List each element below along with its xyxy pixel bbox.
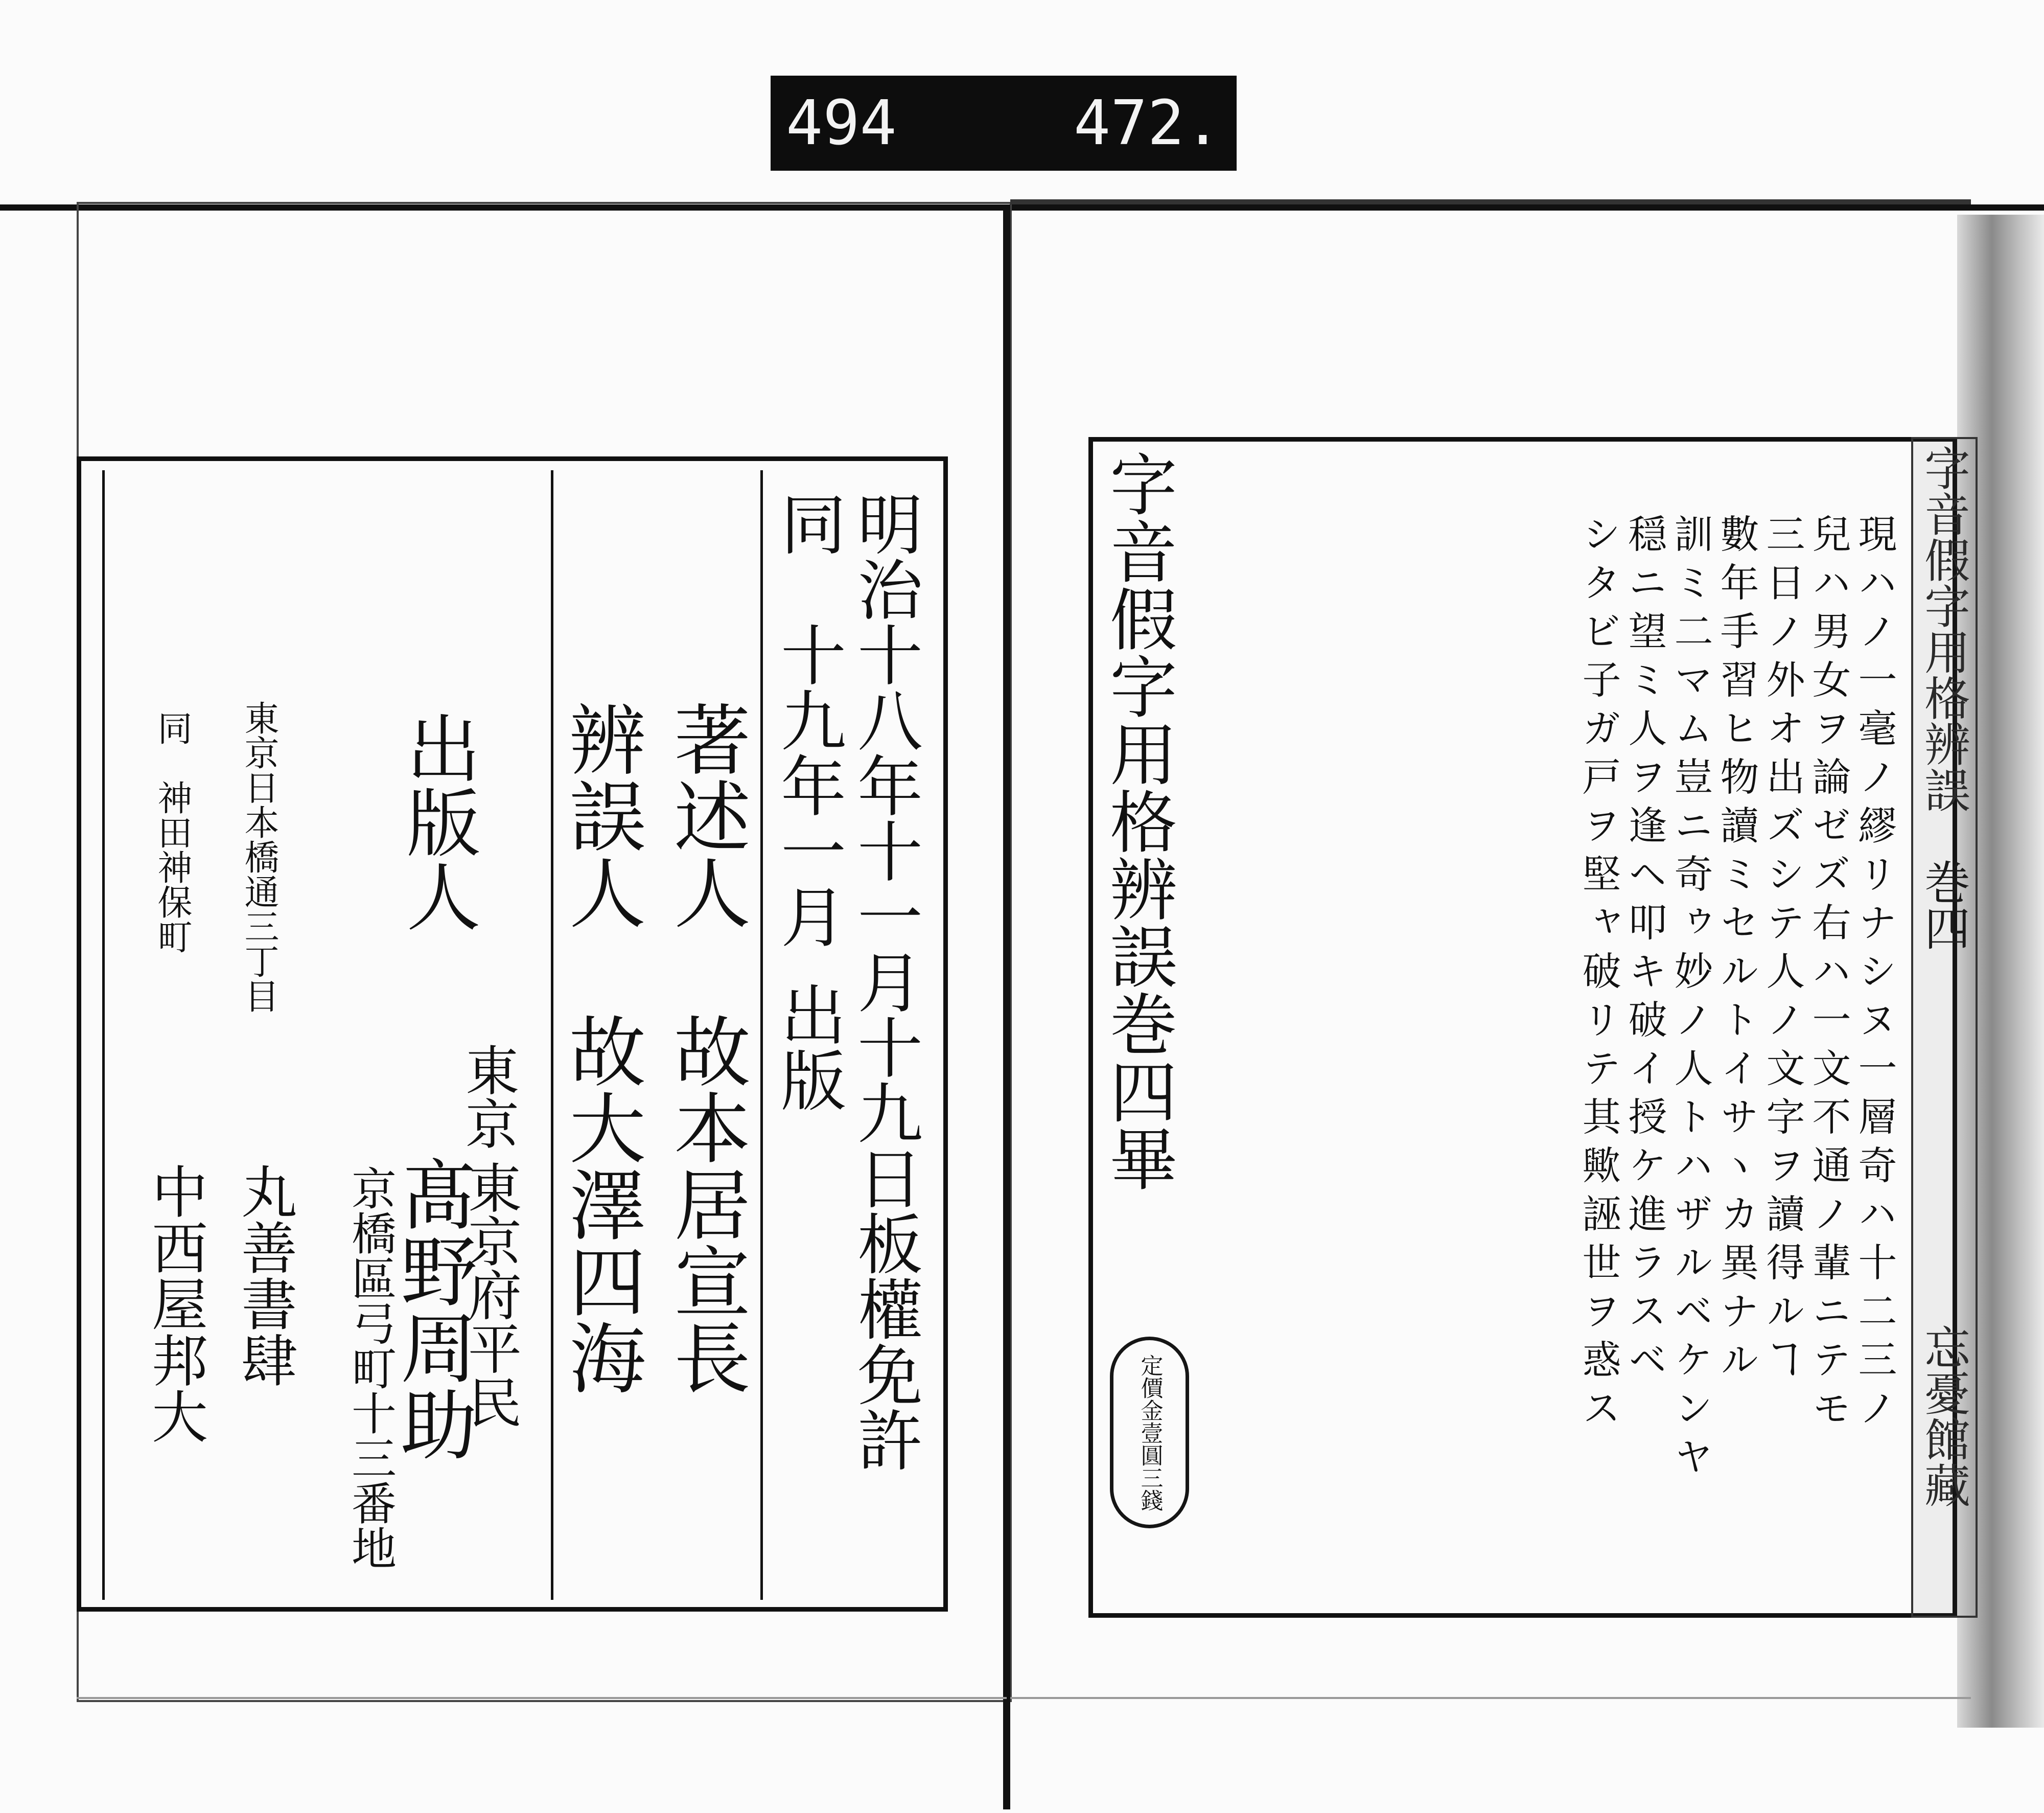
text-column-2: 兒ハ男女ヲ論ゼズ右ハ一文不通ノ輩ニテモ [1806, 514, 1851, 1436]
spine-owner: 忘憂館藏 [1916, 1324, 1970, 1508]
right-number: 472. [1074, 87, 1221, 159]
text-column-7: シタビ子ガ戸ヲ堅ャ破リテ其歟誣世ヲ惑ス [1576, 514, 1621, 1436]
colophon-divider-2 [760, 470, 763, 1600]
publisher-address: 京橋區弓町十三番地 [344, 1165, 397, 1570]
text-column-1: 現ハノ一毫ノ繆リナシヌ一層奇ハ十二三ノ [1852, 514, 1897, 1436]
seller2-address: 同 神田神保町 [152, 710, 192, 954]
accession-label [771, 76, 1237, 171]
publisher-region: 東京府平民 [459, 1160, 522, 1429]
spine-title: 字音假字用格辨誤 [1916, 445, 1970, 813]
license-line: 明治十八年十一月十九日板權免許 [846, 491, 922, 1472]
seller2-name: 中西屋邦大 [143, 1163, 208, 1444]
seller1-address: 東京日本橋通三丁目 [239, 700, 279, 1013]
text-column-3: 三日ノ外オ出ズシテ人ノ文字ヲ讀得ルヿ [1760, 514, 1805, 1388]
text-column-4: 數年手習ヒ物讀ミセルトイサヽカ異ナル [1714, 514, 1759, 1388]
publish-date-line: 同 十九年一月 [770, 491, 846, 949]
seller1-name: 丸善書肆 [232, 1163, 297, 1388]
spine-volume: 巻四 [1916, 859, 1970, 951]
center-gutter [1003, 204, 1010, 1809]
price-stamp [1110, 1337, 1189, 1528]
publish-label: 出版 [770, 981, 846, 1112]
colophon-divider-1 [551, 470, 553, 1600]
corrector-name: 故大澤四海 [556, 1012, 645, 1395]
left-number: 494 [786, 87, 897, 159]
right-page-top [1010, 199, 1971, 204]
book-title: 字音假字用格辨誤巻四畢 [1098, 450, 1177, 1192]
corrector-role: 辨誤人 [556, 700, 645, 930]
colophon-inner-left [102, 470, 105, 1600]
price-stamp-text: 定價金壹圓三錢 [1136, 1353, 1163, 1511]
seller-prefix: 東京 [457, 1043, 519, 1150]
author-name: 故本居宣長 [661, 1012, 750, 1395]
publisher-role: 出版人 [394, 710, 480, 933]
left-bottom-edge [77, 1697, 1007, 1699]
right-bottom-edge [1010, 1697, 1971, 1699]
author-role: 著述人 [661, 700, 750, 930]
text-column-5: 訓ミ二マム豈ニ奇ゥ妙ノ人トハザルベケンヤ [1668, 514, 1713, 1485]
text-column-6: 穏ニ望ミ人ヲ逢ヘ叩キ破イ授ケ進ラスベ [1622, 514, 1667, 1388]
publisher-name: 髙野周助 [387, 1155, 476, 1462]
